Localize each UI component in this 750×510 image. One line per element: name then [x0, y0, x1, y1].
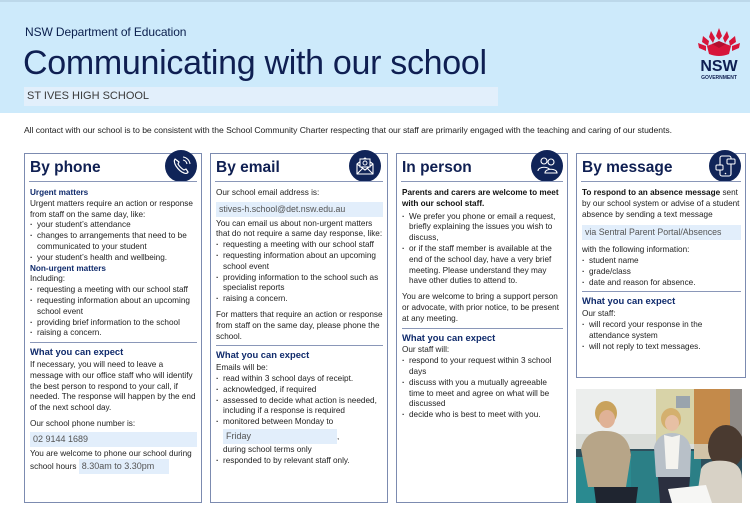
card-title: By email: [216, 159, 280, 176]
urgent-heading: Urgent matters: [30, 188, 89, 197]
hours-text: You are welcome to phone our school during: [30, 448, 192, 458]
monitored-day-field: Friday: [223, 429, 337, 444]
list-item: · requesting a meeting with our school staff: [30, 285, 197, 296]
nonurgent-text: Including:: [30, 274, 66, 284]
divider: [216, 345, 383, 346]
divider: [581, 181, 741, 182]
header-banner: [0, 0, 750, 113]
list-item: · requesting a meeting with our school staff: [216, 240, 383, 251]
lead-text: [582, 188, 741, 220]
urgent-list: [30, 220, 197, 263]
expect-text: If necessary, you will need to leave a message with our office staff who will identify the best person to respond to your call, if needed. The response will happen by the end of the next school day.: [30, 359, 196, 413]
phone-number-label: Our school phone number is:: [30, 418, 136, 428]
expect-heading: What you can expect: [30, 346, 124, 358]
charter-statement: All contact with our school is to be consistent with the School Community Charter respecting that our staff are primarily engaged with the teaching and caring of our students.: [24, 125, 672, 135]
urgent-text: Urgent matters require an action or response from staff on the same day, like:: [30, 198, 193, 219]
department-name: NSW Department of Education: [25, 25, 187, 39]
meeting-photo: [576, 389, 742, 503]
nonurgent-list: [30, 285, 197, 339]
expect-list: [582, 320, 741, 352]
list-item: · discuss with you a mutually agreeable time to meet and agree on what will be discussed: [402, 378, 563, 410]
list-item: · will not reply to text messages.: [582, 342, 741, 353]
phone-number-field: 02 9144 1689: [30, 432, 197, 447]
school-name-field: ST IVES HIGH SCHOOL: [24, 87, 498, 106]
email-address-field[interactable]: stives-h.school@det.nsw.edu.au: [216, 202, 383, 217]
expect-heading: What you can expect: [216, 349, 310, 361]
hours-label: school hours: [30, 462, 77, 472]
nsw-government-logo: [690, 24, 748, 86]
list-item: · changes to arrangements that need to be communicated to your student: [30, 231, 197, 253]
divider: [401, 181, 563, 182]
page-title: Communicating with our school: [23, 44, 487, 82]
email-list: [216, 240, 383, 305]
expect-text: Emails will be:: [216, 363, 268, 373]
card-title: In person: [402, 159, 472, 176]
list-item: · respond to your request within 3 school days: [402, 356, 563, 378]
list-item: · date and reason for absence.: [582, 278, 741, 289]
info-list: [582, 256, 741, 288]
expect-heading: What you can expect: [582, 295, 676, 307]
list-item: · student name: [582, 256, 741, 267]
mobile-message-icon: [709, 150, 741, 182]
comma: ,: [337, 431, 340, 441]
expect-list: [216, 374, 383, 466]
card-title: By message: [582, 159, 673, 176]
nonurgent-heading: Non-urgent matters: [30, 263, 106, 273]
list-item: · requesting information about an upcoming school event: [216, 251, 383, 273]
support-text: You are welcome to bring a support person or advocate, with prior notice, to be present at any meeting.: [402, 292, 560, 323]
list-item: · We prefer you phone or email a request, briefly explaining the issues you wish to discuss,: [402, 212, 563, 244]
email-intro: You can email us about non-urgent matters that do not require a same day response, like:: [216, 218, 383, 239]
email-label: Our school email address is:: [216, 188, 320, 197]
phone-icon: [165, 150, 197, 182]
list-item: · your student’s attendance: [30, 220, 197, 231]
list-item: · requesting information about an upcoming school event: [30, 296, 197, 318]
school-hours-field: 8.30am to 3.30pm: [79, 459, 169, 474]
list-item: · raising a concern.: [216, 294, 383, 305]
list-item: · will record your response in the attendance system: [582, 320, 741, 342]
same-day-note: For matters that require an action or response from staff on the same day, please phone the school.: [216, 309, 383, 341]
card-by-message: [576, 153, 746, 378]
info-text: with the following information:: [582, 245, 690, 255]
list-item: · acknowledged, if required: [216, 385, 383, 396]
lead-text: Parents and carers are welcome to meet with our school staff.: [402, 188, 559, 208]
list-item: [216, 417, 383, 455]
list-item: · raising a concern.: [30, 328, 197, 339]
list-item: · providing brief information to the school: [30, 318, 197, 329]
email-icon: [349, 150, 381, 182]
list-item: · decide who is best to meet with you.: [402, 410, 563, 421]
logo-text: NSW: [700, 58, 738, 75]
waratah-icon: [690, 24, 748, 86]
monitored-text: monitored between Monday to: [223, 417, 334, 427]
divider: [215, 181, 383, 182]
list-item: · your student’s health and wellbeing.: [30, 253, 197, 264]
lead-rest: sent by our school system or advise of a student absence by sending a text message: [582, 188, 740, 219]
card-title: By phone: [30, 159, 101, 176]
logo-subtext: GOVERNMENT: [701, 75, 737, 81]
card-by-phone: [24, 153, 202, 503]
expect-heading: What you can expect: [402, 331, 496, 343]
card-by-email: [210, 153, 388, 503]
monitored-suffix: during school terms only: [223, 444, 312, 454]
list-item: · assessed to decide what action is needed, including if a response is required: [216, 396, 383, 418]
card-in-person: [396, 153, 568, 503]
list-item: · or if the staff member is available at the end of the school day, have a very brief meeting. Please understand they may have other duties to attend to.: [402, 244, 563, 287]
expect-list: [402, 356, 563, 421]
message-channel-field[interactable]: via Sentral Parent Portal/Absences: [582, 225, 741, 240]
person-list: [402, 212, 563, 288]
list-item: · grade/class: [582, 267, 741, 278]
lead-bold: To respond to an absence message: [582, 188, 721, 197]
expect-text: Our staff will:: [402, 345, 450, 355]
divider: [402, 328, 563, 329]
expect-text: Our staff:: [582, 309, 616, 319]
divider: [30, 342, 197, 343]
people-icon: [531, 150, 563, 182]
divider: [582, 291, 741, 292]
divider: [29, 181, 197, 182]
list-item: · responded to by relevant staff only.: [216, 456, 383, 467]
list-item: · read within 3 school days of receipt.: [216, 374, 383, 385]
list-item: · providing information to the school such as specialist reports: [216, 273, 383, 295]
